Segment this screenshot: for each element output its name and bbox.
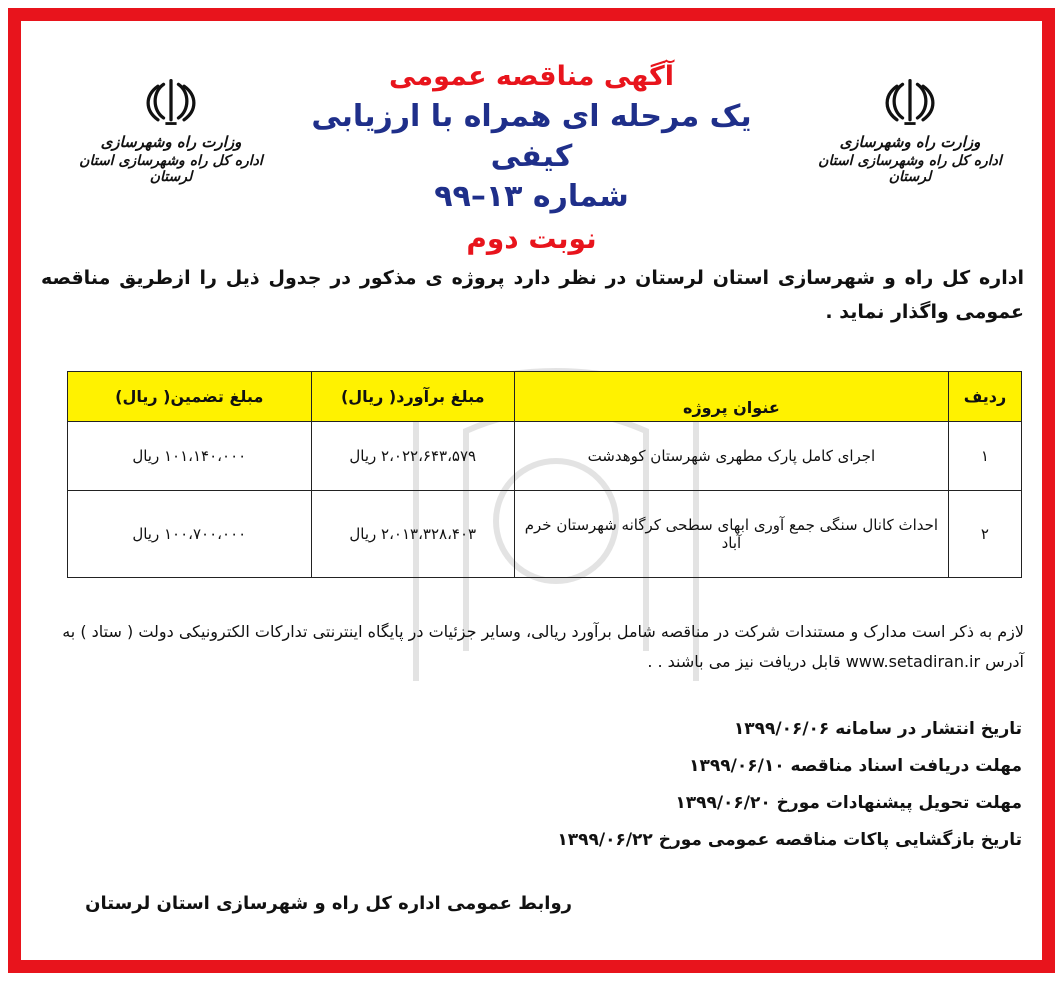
row-index: ۱ [948, 422, 1021, 491]
title-tender-stage: یک مرحله ای همراه با ارزیابی کیفی [311, 99, 752, 174]
title-tender-type: آگهی مناقصه عمومی [389, 61, 674, 92]
notice-frame [8, 8, 1055, 973]
header-guarantee: مبلغ تضمین( ریال) [68, 372, 312, 422]
logo-ministry-name: وزارت راه وشهرسازی [100, 133, 242, 151]
projects-table [67, 371, 1022, 578]
logo-office-name: اداره کل راه وشهرسازی استان لرستان [79, 153, 263, 185]
table-row [68, 491, 1022, 578]
opening-date: تاریخ بازگشایی پاکات مناقصه عمومی مورخ ۱۳۹۹/۰۶/۲۲ [557, 830, 1022, 850]
iran-emblem-icon [143, 75, 199, 131]
header-estimate: مبلغ برآورد( ریال) [311, 372, 514, 422]
header-project-title: عنوان پروژه [514, 372, 948, 422]
title-tender-number: شماره ۱۳–۹۹ [434, 179, 629, 214]
logo-office-name: اداره کل راه وشهرسازی استان لرستان [818, 153, 1002, 185]
logo-ministry-name: وزارت راه وشهرسازی [839, 133, 981, 151]
bids-deadline: مهلت تحویل پیشنهادات مورخ ۱۳۹۹/۰۶/۲۰ [675, 793, 1022, 813]
row-estimate: ۲،۰۲۲،۶۴۳،۵۷۹ ریال [311, 422, 514, 491]
deadlines-list [557, 711, 1022, 859]
public-relations-signature: روابط عمومی اداره کل راه و شهرسازی استان لرستان [85, 893, 572, 914]
intro-paragraph: اداره کل راه و شهرسازی استان لرستان در نظر دارد پروژه ی مذکور در جدول ذیل را ازطریق مناقصه عمومی واگذار نماید . [41, 267, 1024, 323]
row-project-title: احداث کانال سنگی جمع آوری ابهای سطحی کرگانه شهرستان خرم آباد [514, 491, 948, 578]
table-row [68, 422, 1022, 491]
title-round: نوبت دوم [466, 222, 597, 255]
notice-content [21, 21, 1042, 960]
publish-date: تاریخ انتشار در سامانه ۱۳۹۹/۰۶/۰۶ [733, 719, 1022, 739]
row-guarantee: ۱۰۰،۷۰۰،۰۰۰ ریال [68, 491, 312, 578]
row-index: ۲ [948, 491, 1021, 578]
row-guarantee: ۱۰۱،۱۴۰،۰۰۰ ریال [68, 422, 312, 491]
row-estimate: ۲،۰۱۳،۳۲۸،۴۰۳ ریال [311, 491, 514, 578]
ministry-logo-right [796, 69, 1024, 197]
notice-title [281, 57, 782, 261]
table-header-row [68, 372, 1022, 422]
docs-deadline: مهلت دریافت اسناد مناقصه ۱۳۹۹/۰۶/۱۰ [689, 756, 1022, 776]
header-index: ردیف [948, 372, 1021, 422]
documents-note: لازم به ذکر است مدارک و مستندات شرکت در مناقصه شامل برآورد ریالی، وسایر جزئیات در پایگاه اینترنتی تدارکات الکترونیکی دولت ( ستاد ) به آدرس www.setadiran.ir قابل دریافت نیز می باشند . . [62, 622, 1024, 671]
ministry-logo-left [57, 69, 285, 197]
row-project-title: اجرای کامل پارک مطهری شهرستان کوهدشت [514, 422, 948, 491]
iran-emblem-icon [882, 75, 938, 131]
